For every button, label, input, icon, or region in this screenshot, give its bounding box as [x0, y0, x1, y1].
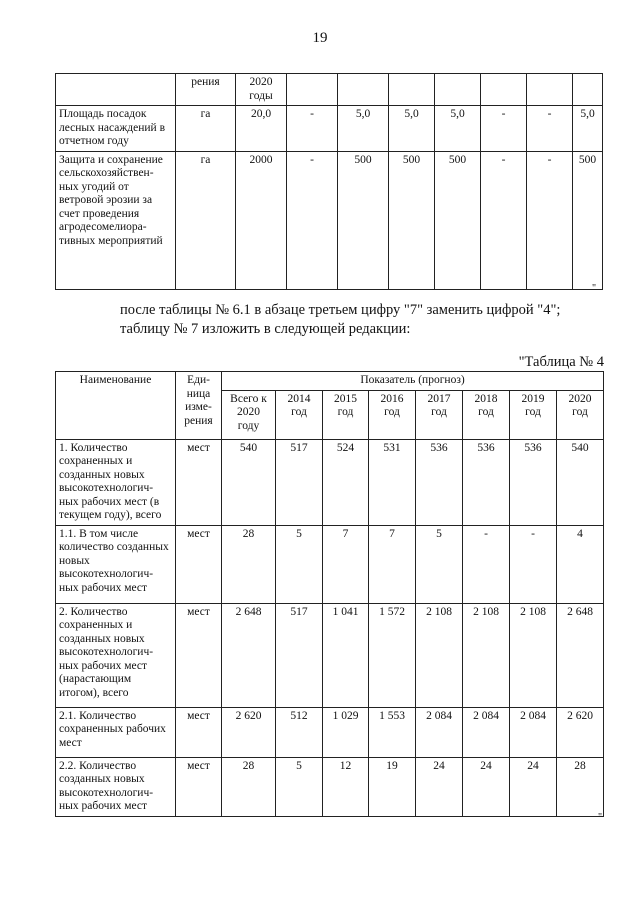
- table-cell: 5: [416, 525, 463, 603]
- table-cell: -: [510, 525, 557, 603]
- table-cell: 12: [323, 757, 369, 816]
- row-name: 1.1. В том числе количество созданных новых высокотехнологич-ных рабочих мест: [56, 525, 176, 603]
- table-cell: 517: [276, 603, 323, 707]
- table-cell: [573, 74, 603, 106]
- table-header-cell: рения: [176, 74, 236, 106]
- table-row: [56, 707, 604, 757]
- table-cell: 28: [557, 757, 604, 816]
- table-header-cell: 2020 годы: [236, 74, 287, 106]
- table-header-cell: [287, 74, 338, 106]
- table-cell: 2 620: [222, 707, 276, 757]
- table-cell: 2 648: [222, 603, 276, 707]
- table-cell: -: [463, 525, 510, 603]
- table-cell: 500: [435, 151, 481, 289]
- table-7: [55, 371, 604, 817]
- table-cell: [56, 74, 176, 106]
- table-cell: 500: [338, 151, 389, 289]
- closing-quote: ": [598, 812, 603, 823]
- table-cell: 2 084: [510, 707, 557, 757]
- table-continuation: [55, 73, 603, 290]
- table-header-row: [56, 372, 604, 391]
- table-row: [56, 757, 604, 816]
- table-cell: 2 108: [463, 603, 510, 707]
- paragraph-2: таблицу № 7 изложить в следующей редакции:: [120, 321, 411, 337]
- table-cell: 5: [276, 525, 323, 603]
- table-cell: 524: [323, 439, 369, 525]
- row-unit: мест: [176, 707, 222, 757]
- closing-quote: ": [592, 283, 597, 294]
- table-cell: 20,0: [236, 106, 287, 152]
- table-cell: 5,0: [573, 106, 603, 152]
- table-cell: 517: [276, 439, 323, 525]
- table-cell: 7: [323, 525, 369, 603]
- row-name: Площадь посадок лесных насаждений в отчетном году: [56, 106, 176, 152]
- table-header-row: [56, 74, 603, 106]
- table-cell: -: [481, 106, 527, 152]
- column-header-name: Наименование: [56, 372, 176, 440]
- table-cell: -: [481, 151, 527, 289]
- row-unit: мест: [176, 439, 222, 525]
- row-name: 2. Количество сохраненных и созданных новых высокотехнологич-ных рабочих мест (нарастающим итогом), всего: [56, 603, 176, 707]
- table-cell: 2000: [236, 151, 287, 289]
- table-cell: 1 553: [369, 707, 416, 757]
- table-cell: -: [287, 151, 338, 289]
- table-cell: 540: [222, 439, 276, 525]
- paragraph-1: после таблицы № 6.1 в абзаце третьем цифру "7" заменить цифрой "4";: [120, 302, 561, 318]
- table-cell: 4: [557, 525, 604, 603]
- row-name: 1. Количество сохраненных и созданных новых высокотехнологич-ных рабочих мест (в текущем году), всего: [56, 439, 176, 525]
- table-cell: 500: [389, 151, 435, 289]
- table-header-cell: [338, 74, 389, 106]
- table-cell: 19: [369, 757, 416, 816]
- table-cell: 536: [416, 439, 463, 525]
- table-row: [56, 439, 604, 525]
- row-name: 2.2. Количество созданных новых высокотехнологич-ных рабочих мест: [56, 757, 176, 816]
- table-header-cell: [389, 74, 435, 106]
- table-row: [56, 151, 603, 289]
- column-header: 2019 год: [510, 390, 557, 439]
- table-header-cell: [435, 74, 481, 106]
- table-cell: 536: [463, 439, 510, 525]
- table-cell: 24: [463, 757, 510, 816]
- table-cell: 2 084: [463, 707, 510, 757]
- column-header-group: Показатель (прогноз): [222, 372, 604, 391]
- column-header: 2016 год: [369, 390, 416, 439]
- column-header: Всего к 2020 году: [222, 390, 276, 439]
- row-unit: га: [176, 106, 236, 152]
- table-cell: -: [287, 106, 338, 152]
- row-unit: мест: [176, 525, 222, 603]
- table-cell: 2 620: [557, 707, 604, 757]
- column-header: 2018 год: [463, 390, 510, 439]
- table-cell: 5,0: [435, 106, 481, 152]
- table-cell: -: [527, 106, 573, 152]
- table-caption: "Таблица № 4: [518, 354, 604, 370]
- table-cell: -: [527, 151, 573, 289]
- table-cell: 1 029: [323, 707, 369, 757]
- table-cell: 512: [276, 707, 323, 757]
- table-cell: 500: [573, 151, 603, 289]
- column-header: 2020 год: [557, 390, 604, 439]
- table-cell: 28: [222, 525, 276, 603]
- table-cell: 2 084: [416, 707, 463, 757]
- column-header: 2014 год: [276, 390, 323, 439]
- table-cell: 28: [222, 757, 276, 816]
- table-cell: 1 041: [323, 603, 369, 707]
- table-header-cell: [481, 74, 527, 106]
- table-cell: 24: [416, 757, 463, 816]
- page-number: 19: [312, 30, 328, 46]
- table-header-cell: [527, 74, 573, 106]
- table-cell: 2 648: [557, 603, 604, 707]
- table-cell: 24: [510, 757, 557, 816]
- row-name: Защита и сохранение сельскохозяйствен-ных угодий от ветровой эрозии за счет проведения агродесомелиора-тивных мероприятий: [56, 151, 176, 289]
- table-cell: 7: [369, 525, 416, 603]
- table-cell: 536: [510, 439, 557, 525]
- table-cell: 5: [276, 757, 323, 816]
- table-row: [56, 106, 603, 152]
- row-name: 2.1. Количество сохраненных рабочих мест: [56, 707, 176, 757]
- column-header: 2015 год: [323, 390, 369, 439]
- row-unit: мест: [176, 603, 222, 707]
- table-cell: 540: [557, 439, 604, 525]
- table-cell: 2 108: [510, 603, 557, 707]
- column-header-unit: Еди-ница изме-рения: [176, 372, 222, 440]
- table-cell: 1 572: [369, 603, 416, 707]
- table-cell: 531: [369, 439, 416, 525]
- column-header: 2017 год: [416, 390, 463, 439]
- table-cell: 2 108: [416, 603, 463, 707]
- table-cell: 5,0: [389, 106, 435, 152]
- row-unit: мест: [176, 757, 222, 816]
- table-row: [56, 603, 604, 707]
- table-row: [56, 525, 604, 603]
- row-unit: га: [176, 151, 236, 289]
- table-cell: 5,0: [338, 106, 389, 152]
